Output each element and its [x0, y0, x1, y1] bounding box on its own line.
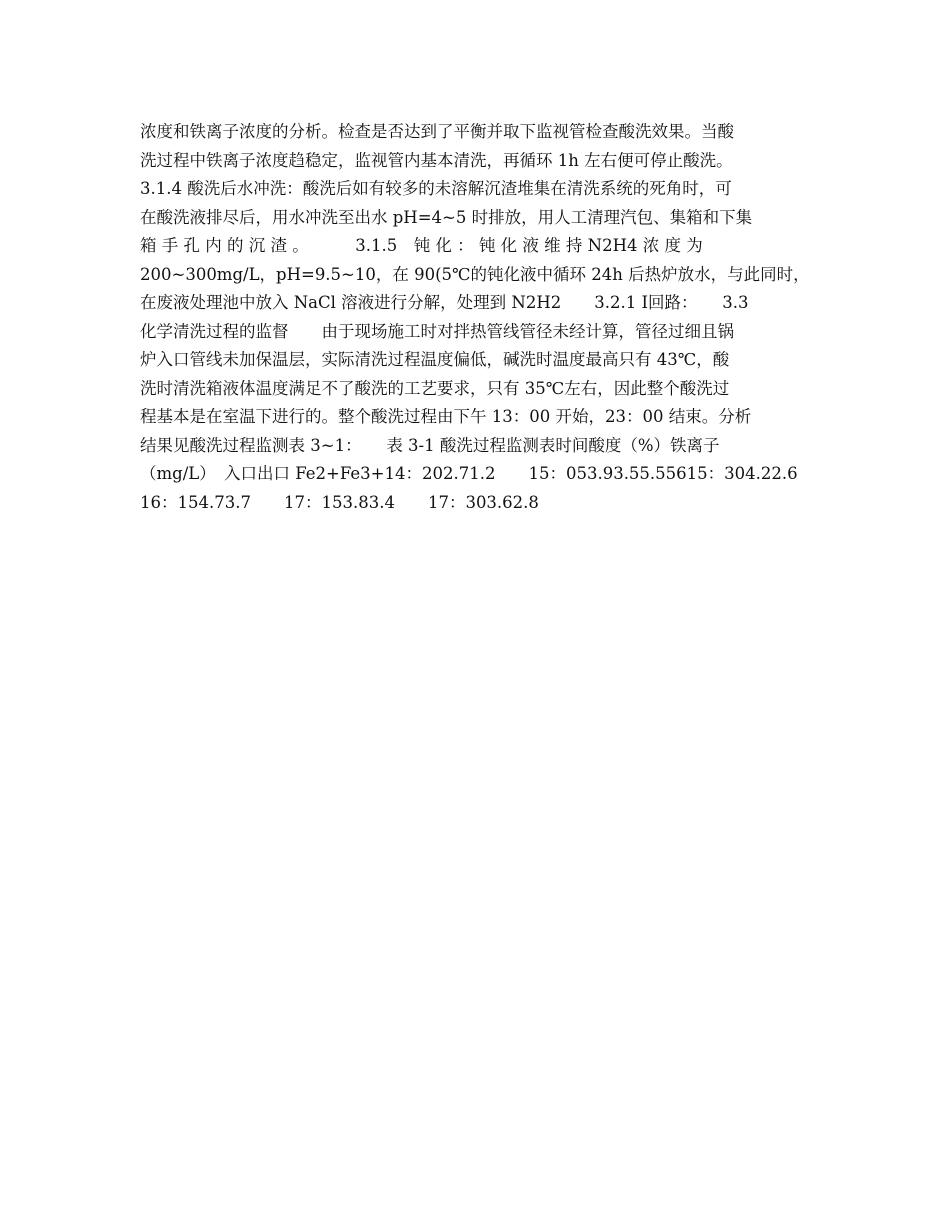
text-line: 程基本是在室温下进行的。整个酸洗过程由下午 13：00 开始，23：00 结束。分析	[140, 407, 752, 426]
text-line: 洗过程中铁离子浓度趋稳定，监视管内基本清洗，再循环 1h 左右便可停止酸洗。	[140, 150, 733, 170]
body-text	[140, 118, 820, 517]
text-line: 洗时清洗箱液体温度满足不了酸洗的工艺要求，只有 35℃左右，因此整个酸洗过	[140, 378, 730, 398]
text-line: （mg/L） 入口出口 Fe2+Fe3+14：202.71.2 15：053.93.55.55615：304.22.6	[140, 464, 798, 483]
text-line: 在废液处理池中放入 NaCl 溶液进行分解，处理到 N2H2 3.2.1 Ⅰ回路： 3.3	[140, 293, 749, 312]
text-line: 浓度和铁离子浓度的分析。检查是否达到了平衡并取下监视管检查酸洗效果。当酸	[140, 122, 734, 141]
text-line: 结果见酸洗过程监测表 3~1： 表 3-1 酸洗过程监测表时间酸度（%）铁离子	[140, 435, 720, 455]
text-line: 3.1.4 酸洗后水冲洗：酸洗后如有较多的未溶解沉渣堆集在清洗系统的死角时，可	[140, 179, 732, 198]
text-line: 箱 手 孔 内 的 沉 渣 。 3.1.5 钝 化 ： 钝 化 液 维 持 N2H4 浓 度 为	[140, 236, 703, 255]
text-line: 200~300mg/L，pH=9.5~10，在 90(5℃的钝化液中循环 24h 后热炉放水，与此同时，	[140, 264, 810, 284]
text-line: 16：154.73.7 17：153.83.4 17：303.62.8	[140, 492, 539, 512]
text-line: 化学清洗过程的监督 由于现场施工时对拌热管线管径未经计算，管径过细且锅	[140, 321, 734, 341]
text-line: 在酸洗液排尽后，用水冲洗至出水 pH=4~5 时排放，用人工清理汽包、集箱和下集	[140, 207, 753, 227]
text-line: 炉入口管线未加保温层，实际清洗过程温度偏低，碱洗时温度最高只有 43℃，酸	[140, 350, 730, 369]
